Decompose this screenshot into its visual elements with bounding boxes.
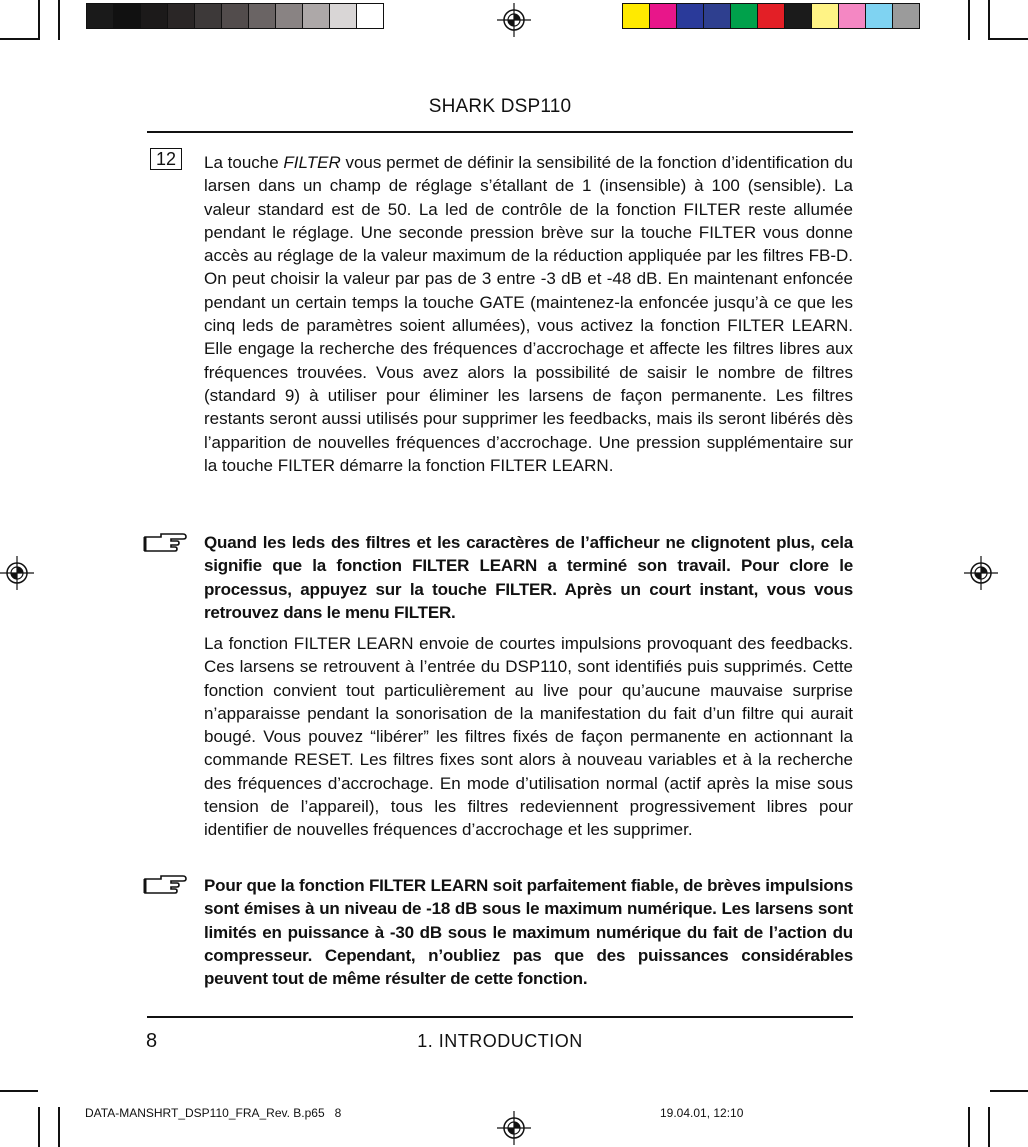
body-paragraph-filter-learn: La fonction FILTER LEARN envoie de courtes impulsions provoquant des feedbacks. Ces larsens se retrouvent à l’entrée du DSP110, sont identifiés puis supprimés. Cette fonction convient tout particulièrement au live pour qu’aucune mauvaise surprise n’apparaisse pendant la sonorisation de la manifestation du fait d’un filtre qui aurait bougé. Vous pouvez “libérer” les filtres fixés de façon permanente en actionnant la commande RESET. Les filtres fixes sont alors à nouveau variables et à la recherche des fréquences d’accrochage. En mode d’utilisation normal (actif après la mise sous tension de l’appareil), tous les filtres redeviennent progressivement libres pour identifier de nouvelles fréquences d’accrochage et les supprimer. — [204, 634, 853, 840]
color-swatch — [113, 3, 141, 29]
page-header-title: SHARK DSP110 — [428, 96, 572, 117]
body-paragraph-filter — [204, 151, 853, 477]
paragraph-intro: La touche — [204, 153, 284, 172]
color-swatch — [275, 3, 303, 29]
color-swatch — [329, 3, 357, 29]
crop-mark — [988, 1107, 990, 1147]
footer-rule — [147, 1016, 853, 1018]
color-swatch — [194, 3, 222, 29]
section-number-box: 12 — [150, 148, 182, 170]
color-swatch — [784, 3, 812, 29]
color-swatch — [811, 3, 839, 29]
crop-mark — [38, 1107, 40, 1147]
gray-color-bar — [86, 3, 383, 29]
crop-mark — [990, 38, 1028, 40]
page-number: 8 — [146, 1030, 158, 1052]
chapter-title: 1. INTRODUCTION — [417, 1031, 583, 1051]
color-swatch — [86, 3, 114, 29]
pointing-hand-icon — [143, 531, 187, 555]
crop-mark — [0, 38, 38, 40]
file-slug: DATA-MANSHRT_DSP110_FRA_Rev. B.p65 8 — [85, 1106, 342, 1120]
crop-mark — [988, 0, 990, 40]
header-rule — [147, 131, 853, 133]
color-swatch — [356, 3, 384, 29]
pointing-hand-icon — [143, 873, 187, 897]
crop-mark — [968, 1107, 970, 1147]
color-swatch — [140, 3, 168, 29]
color-swatch — [838, 3, 866, 29]
note-filter-learn-finished: Quand les leds des filtres et les caractères de l’afficheur ne clignotent plus, cela signifie que la fonction FILTER LEARN a terminé son travail. Pour clore le processus, appuyez sur la touche FILTER. Après un court instant, vous vous retrouvez dans le menu FILTER. — [204, 533, 853, 622]
crop-mark — [968, 0, 970, 40]
color-swatch — [865, 3, 893, 29]
color-swatch — [892, 3, 920, 29]
color-swatch — [703, 3, 731, 29]
color-swatch — [622, 3, 650, 29]
paragraph-body: vous permet de définir la sensibilité de la fonction d’identification du larsen dans un champ de réglage s’étallant de 1 (insensible) à 100 (sensible). La valeur standard est de 50. La led de contrôle de la fonction FILTER reste allumée pendant le réglage. Une seconde pression brève sur la touche FILTER vous donne accès au réglage de la valeur maximum de la réduction appliquée par les filtres FB-D. On peut choisir la valeur par pas de 3 entre -3 dB et -48 dB. En maintenant enfoncée pendant un certain temps la touche GATE (maintenez-la enfoncée jusqu’à ce que les cinq leds de paramètres soient allumées), vous activez la fonction FILTER LEARN. Elle engage la recherche des fréquences d’accrochage et affecte les filtres libres aux fréquences trouvées. Vous avez alors la possibilité de saisir le nombre de filtres (standard 9) à utiliser pour éliminer les larsens de façon permanente. Les filtres restants seront aussi utilisés pour supprimer les feedbacks, mais ils seront libérés dès l’apparition de nouvelles fréquences d’accrochage. Une pression supplémentaire sur la touche FILTER démarre la fonction FILTER LEARN. — [204, 153, 853, 475]
crop-mark — [0, 1090, 38, 1092]
crop-mark — [990, 1090, 1028, 1092]
color-swatch — [649, 3, 677, 29]
registration-mark-icon — [497, 3, 531, 37]
note-impulse-levels: Pour que la fonction FILTER LEARN soit parfaitement fiable, de brèves impulsions sont émises à un niveau de -18 dB sous le maximum numérique. Les larsens sont limités en puissance à -30 dB sous le maximum numérique du fait de l’action du compresseur. Cependant, n’oubliez pas que des puissances considérables peuvent tout de même résulter de cette fonction. — [204, 876, 853, 989]
crop-mark — [58, 0, 60, 40]
crop-mark — [38, 0, 40, 40]
registration-mark-icon — [0, 556, 34, 590]
color-swatch — [676, 3, 704, 29]
registration-mark-icon — [497, 1111, 531, 1145]
process-color-bar — [622, 3, 919, 29]
color-swatch — [167, 3, 195, 29]
color-swatch — [302, 3, 330, 29]
color-swatch — [248, 3, 276, 29]
registration-mark-icon — [964, 556, 998, 590]
filter-keyword: FILTER — [283, 153, 341, 172]
color-swatch — [757, 3, 785, 29]
color-swatch — [221, 3, 249, 29]
print-timestamp: 19.04.01, 12:10 — [660, 1106, 744, 1120]
crop-mark — [58, 1107, 60, 1147]
color-swatch — [730, 3, 758, 29]
